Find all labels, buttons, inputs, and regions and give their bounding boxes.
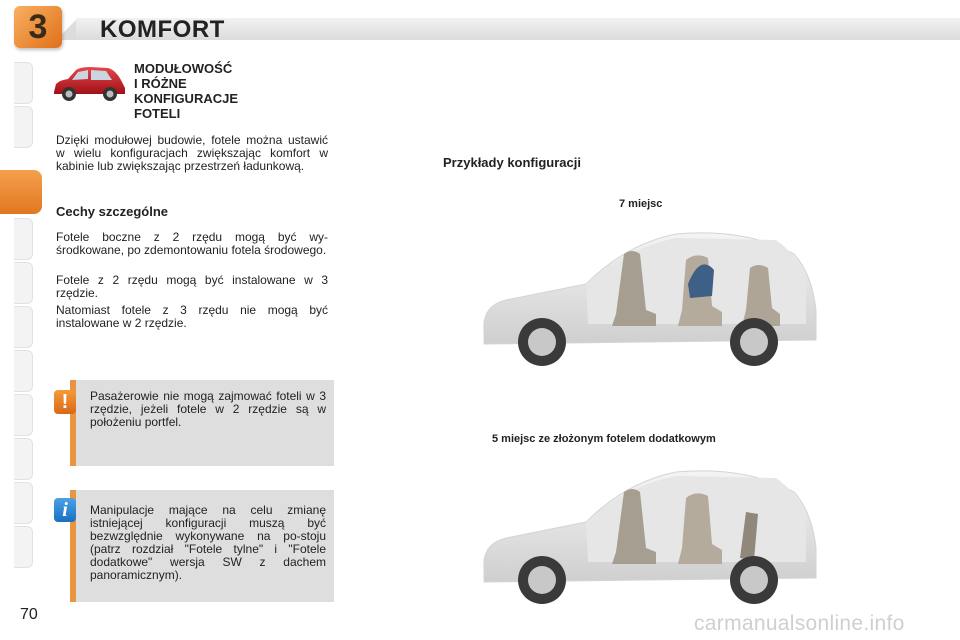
car-7-seats-illustration <box>476 214 822 374</box>
chapter-tab-2[interactable] <box>14 106 33 148</box>
info-note-text: Manipulacje mające na celu zmianę istniejącej konfiguracji muszą być bezwzględnie wykonywane na po-stoju (patrz rozdział "Fotele tylne" i "Fotele dodatkowe" wersja SW z dachem panoramicznym). <box>90 503 326 582</box>
feature-paragraph: Natomiast fotele z 3 rzędu nie mogą być instalowane w 2 rzędzie. <box>56 303 328 330</box>
chapter-tab-9[interactable] <box>14 438 33 480</box>
feature-paragraph: Fotele z 2 rzędu mogą być instalowane w 3 rzędzie. <box>56 273 328 300</box>
section-title-line: KONFIGURACJE <box>134 91 239 106</box>
chapter-tabs <box>0 62 36 582</box>
chapter-tab-4[interactable] <box>14 218 33 260</box>
chapter-title: KOMFORT <box>100 16 225 43</box>
info-note <box>70 490 334 602</box>
section-title-line: I RÓŻNE <box>134 76 187 91</box>
intro-paragraph: Dzięki modułowej budowie, fotele można ustawić w wielu konfiguracjach zwiększając komfort w kabinie lub zwiększając przestrzeń ładunkową. <box>56 133 328 173</box>
chapter-tab-7[interactable] <box>14 350 33 392</box>
chapter-tab-6[interactable] <box>14 306 33 348</box>
config-5-seats-caption: 5 miejsc ze złożonym fotelem dodatkowym <box>492 433 716 445</box>
warning-note-text: Pasażerowie nie mogą zajmować foteli w 3 rzędzie, jeżeli fotele w 2 rzędzie są w położeniu portfel. <box>90 389 326 429</box>
watermark: carmanualsonline.info <box>694 612 905 635</box>
warning-note <box>70 380 334 466</box>
chapter-header <box>0 0 960 46</box>
section-title-line: FOTELI <box>134 106 181 121</box>
config-7-seats-caption: 7 miejsc <box>619 198 663 210</box>
chapter-tab-1[interactable] <box>14 62 33 104</box>
features-subheading: Cechy szczególne <box>56 204 168 219</box>
chapter-number-badge: 3 <box>14 6 62 48</box>
chapter-tab-11[interactable] <box>14 526 33 568</box>
section-title-line: MODUŁOWOŚĆ <box>134 61 233 76</box>
page-number: 70 <box>20 606 38 623</box>
chapter-tab-5[interactable] <box>14 262 33 304</box>
section-title <box>134 61 314 121</box>
info-icon: i <box>54 498 76 522</box>
warning-icon: ! <box>54 390 76 414</box>
chapter-tab-3-active[interactable] <box>0 170 42 214</box>
feature-paragraph: Fotele boczne z 2 rzędu mogą być wy-środkowane, po zdemontowaniu fotela środowego. <box>56 230 328 257</box>
examples-title: Przykłady konfiguracji <box>443 155 581 170</box>
red-car-icon <box>50 62 128 104</box>
chapter-tab-8[interactable] <box>14 394 33 436</box>
car-5-seats-illustration <box>476 452 822 612</box>
chapter-tab-10[interactable] <box>14 482 33 524</box>
